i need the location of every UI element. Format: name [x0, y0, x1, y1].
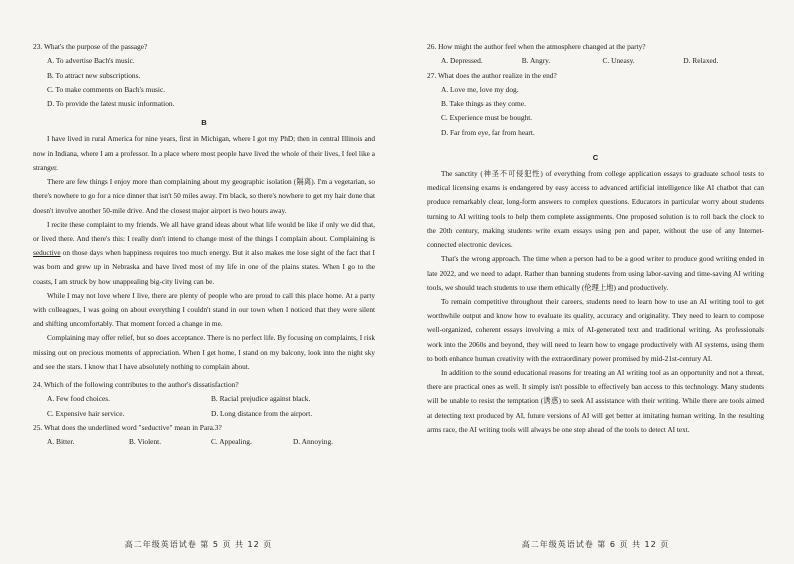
passage-c-paragraph-2: That's the wrong approach. The time when a person had to be a good writer to produce good writing ended in late 2022, and we need to adapt. Rather than banning students from using labor-saving and time-saving AI writing tools, we should teach students to use them ethically (伦理上地) and productively. [427, 254, 764, 292]
question-24: 24. Which of the following contributes to the author's dissatisfaction? [33, 379, 239, 389]
passage-b-paragraph-1: I have lived in rural America for nine years, first in Michigan, where I got my PhD; then in central Illinois and now in Indiana, where I am a professor. In a place where most people have lived the whole of their lives, I feel like a stranger. [33, 134, 375, 172]
passage-c-paragraph-1: The sanctity (神圣不可侵犯性) of everything from college application essays to graduate school tests to medical licensing exams is endangered by easy access to advanced artificial intelligence like AI chatbot that can produce remarkably clear, long-form answers to complex questions. Educators in particular worry about students turning to AI writing tools to help them complete assignments. One proposed solution is to roll back the clock to the 20th century, making students write exam essays using pen and paper, without the use of any Internet-connected electronic devices. [427, 169, 764, 250]
section-c-heading: C [592, 153, 599, 163]
option: C. Expensive hair service. [47, 408, 125, 418]
option: A. Depressed. [441, 56, 483, 66]
option: A. To advertise Bach's music. [47, 56, 135, 66]
section-b-heading: B [201, 118, 207, 128]
option: A. Few food choices. [47, 394, 111, 404]
underlined-word-seductive: seductive [33, 248, 61, 258]
option: B. Racial prejudice against black. [211, 394, 311, 404]
options-row [47, 435, 375, 449]
option: D. Far from eye, far from heart. [441, 127, 535, 137]
question-27: 27. What does the author realize in the end? [427, 70, 557, 80]
page-footer: 高二年级英语试卷 第 5 页 共 12 页 [124, 540, 273, 549]
option: C. To make comments on Bach's music. [47, 84, 166, 94]
option: D. To provide the latest music information. [47, 99, 175, 109]
option: D. Annoying. [293, 437, 334, 447]
option: C. Appealing. [211, 437, 252, 447]
option: B. Violent. [129, 437, 162, 447]
option: A. Bitter. [47, 437, 75, 447]
passage-b-paragraph-3 [33, 218, 375, 289]
option: D. Long distance from the airport. [211, 408, 313, 418]
option: D. Relaxed. [683, 56, 719, 66]
question-23: 23. What's the purpose of the passage? [33, 42, 148, 51]
page-6 [397, 0, 794, 564]
option: B. To attract new subscriptions. [47, 70, 141, 80]
option: A. Love me, love my dog. [441, 84, 519, 94]
option: B. Angry. [521, 56, 551, 66]
option: C. Uneasy. [602, 56, 635, 66]
passage-c-paragraph-4: In addition to the sound educational reasons for treating an AI writing tool as an opportunity and not a threat, there are practical ones as well. It simply isn't possible to effectively ban access to this technology. Many students will be unable to resist the temptation (诱惑) to seek AI assistance with their writing. While there are tools aimed at detecting text produced by AI, future versions of AI will get better at imitating human writing. In the resulting arms race, the AI writing tools will always be one step ahead of the tools to detect AI text. [427, 367, 764, 434]
options-row [441, 54, 764, 68]
paragraph-text: I recite these complaint to my friends. We all have grand ideas about what life would be like if only we did that, or lived there. And there's this: I really don't intend to change most of the things I complain about. Complaining is [33, 219, 375, 243]
options-row [47, 392, 375, 406]
passage-b-paragraph-4: While I may not love where I live, there are plenty of people who are proud to call this place home. At a party with colleagues, I was going on about everything I couldn't stand in our town when I noticed that they were silent and shifting uncomfortably. That moment forced a change in me. [33, 290, 375, 329]
page-footer: 高二年级英语试卷 第 6 页 共 12 页 [521, 540, 670, 549]
question-25: 25. What does the underlined word "seductive" mean in Para.3? [33, 422, 222, 432]
passage-c-paragraph-3: To remain competitive throughout their careers, students need to learn how to use an AI writing tool to get worthwhile output and know how to evaluate its quality, accuracy and originality. They need to learn to compose well-organized, coherent essays involving a mix of AI-generated text and traditional writing. As professionals work into the 2060s and beyond, they will need to learn how to engage productively with AI systems, using them to both enhance human creativity with the extraordinary power promised by mid-21st-century AI. [427, 296, 764, 363]
option: B. Take things as they come. [441, 99, 526, 109]
question-26: 26. How might the author feel when the atmosphere changed at the party? [427, 42, 646, 51]
options-row [47, 407, 375, 421]
option: C. Experience must be bought. [441, 113, 533, 123]
paragraph-text: on those days when happiness requires too much energy. But it also makes me lose sight of the fact that I was born and grew up in Nebraska and have lived most of my life in one of the plains states. When I go to the coasts, I am struck by how unappealing big-city living can be. [33, 248, 375, 286]
passage-b-paragraph-5: Complaining may offer relief, but so does acceptance. There is no perfect life. By focusing on complaints, I risk missing out on precious moments of appreciation. When I get home, I stand on my balcony, look into the night sky and see the stars. I know that I have absolutely nothing to complain about. [33, 333, 375, 371]
passage-b-paragraph-2: There are few things I enjoy more than complaining about my geographic isolation (隔离). I'm a vegetarian, so there's nowhere to go for a nice dinner that isn't 50 miles away. I'm black, so there's nowhere to get my hair done that doesn't involve another 50-mile drive. And the closest major airport is two hours away. [33, 177, 375, 215]
